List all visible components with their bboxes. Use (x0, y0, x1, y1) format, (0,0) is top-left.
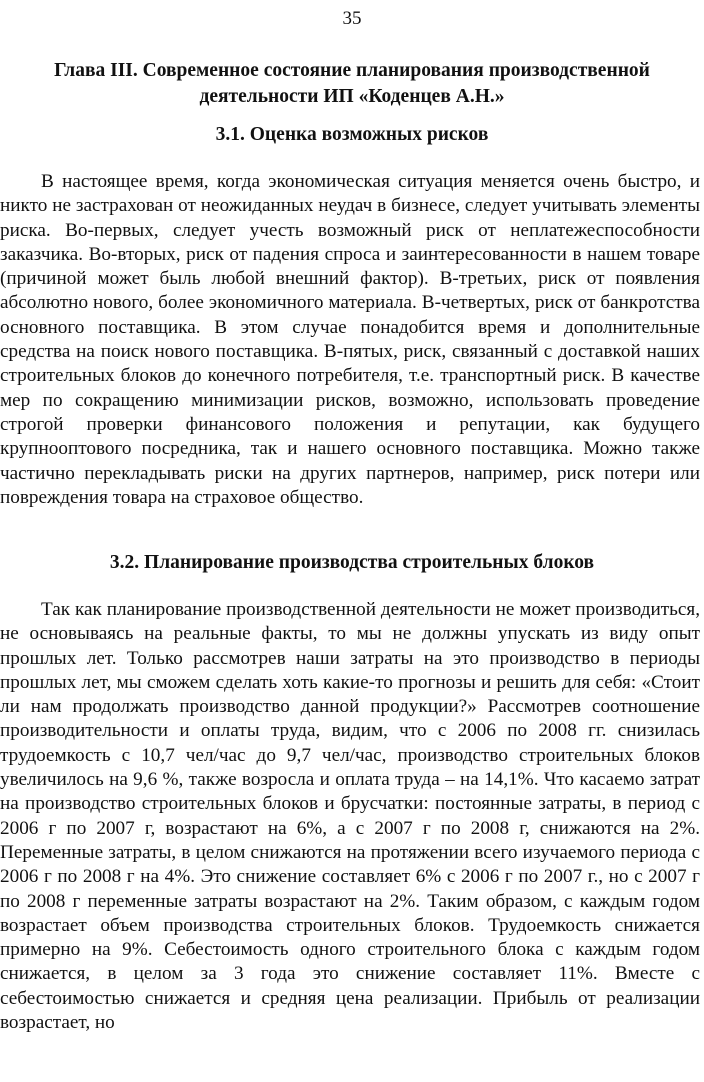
paragraph-risk-assessment: В настоящее время, когда экономическая ситуация меняется очень быстро, и никто не застрахован от неожиданных неудач в бизнесе, следует учитывать элементы риска. Во-первых, следует учесть возможный риск от неплатежеспособности заказчика. Во-вторых, риск от падения спроса и заинтересованности в нашем товаре (причиной может быль любой внешний фактор). В-третьих, риск от появления абсолютно нового, более экономичного материала. В-четвертых, риск от банкротства основного поставщика. В этом случае понадобится время и дополнительные средства на поиск нового поставщика. В-пятых, риск, связанный с доставкой наших строительных блоков до конечного потребителя, т.е. транспортный риск. В качестве мер по сокращению минимизации рисков, возможно, использовать проведение строгой проверки финансового положения и репутации, как будущего крупнооптового посредника, так и нашего основного поставщика. Можно также частично перекладывать риски на других партнеров, например, риск потери или повреждения товара на страховое общество. (0, 171, 700, 508)
page-number: 35 (342, 8, 362, 29)
chapter-title: Глава III. Современное состояние планирования производственной деятельности ИП «Коденцев А.Н.» (54, 60, 650, 107)
paragraph-production-planning: Так как планирование производственной деятельности не может производиться, не основываясь на реальные факты, то мы не должны упускать из виду опыт прошлых лет. Только рассмотрев наши затраты на это производство в периоды прошлых лет, мы сможем сделать хоть какие-то прогнозы и решить для себя: «Стоит ли нам продолжать производство данной продукции?» Рассмотрев соотношение производительности и оплаты труда, видим, что с 2006 по 2008 гг. снизилась трудоемкость с 10,7 чел/час до 9,7 чел/час, производство строительных блоков увеличилось на 9,6 %, также возросла и оплата труда – на 14,1%. Что касаемо затрат на производство строительных блоков и брусчатки: постоянные затраты, в период с 2006 г по 2007 г, возрастают на 6%, а с 2007 г по 2008 г, снижаются на 2%. Переменные затраты, в целом снижаются на протяжении всего изучаемого периода с 2006 г по 2008 г на 4%. Это снижение составляет 6% с 2006 г по 2007 г., но с 2007 г по 2008 г переменные затраты возрастают на 2%. Таким образом, с каждым годом возрастает объем производства строительных блоков. Трудоемкость снижается примерно на 9%. Себестоимость одного строительного блока с каждым годом снижается, в целом за 3 года это снижение составляет 11%. Вместе с себестоимостью снижается и средняя цена реализации. Прибыль от реализации возрастает, но (0, 599, 700, 1034)
section-title-risk-assessment: 3.1. Оценка возможных рисков (215, 124, 489, 145)
section-title-production-planning: 3.2. Планирование производства строительных блоков (109, 552, 595, 573)
